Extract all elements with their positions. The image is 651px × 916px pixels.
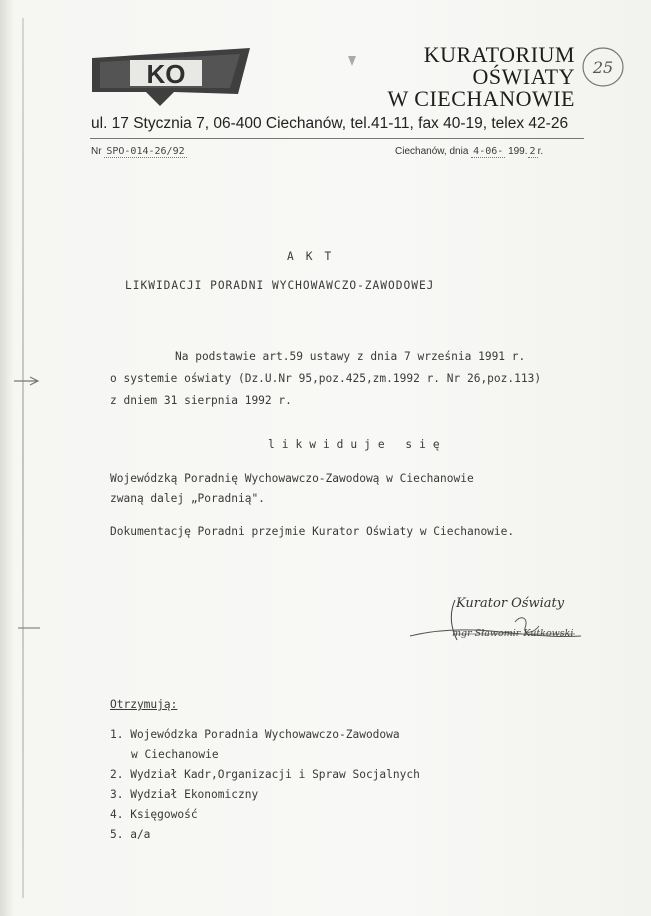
org-line-1: KURATORIUM (423, 42, 575, 67)
ink-mark (342, 50, 362, 70)
reference-number (91, 146, 187, 157)
punch-hole-mark (12, 375, 42, 387)
date-year-prefix: 199. (508, 146, 528, 157)
paragraph-line: Na podstawie art.59 ustawy z dnia 7 września 1991 r. (175, 350, 526, 363)
date-value: 4-06- (473, 146, 504, 157)
address-line: ul. 17 Stycznia 7, 06-400 Ciechanów, tel.41-11, fax 40-19, telex 42-26 (91, 115, 569, 132)
page-number: 25 (592, 58, 614, 77)
document-date (395, 146, 543, 157)
org-line-2: OŚWIATY (472, 64, 575, 89)
list-item: 5. a/a (110, 828, 151, 841)
logo-text: KO (146, 59, 186, 89)
header-divider (90, 138, 584, 139)
punch-hole-mark (12, 622, 42, 634)
paragraph-line: Wojewódzką Poradnię Wychowawczo-Zawodową w Ciechanowie (110, 472, 474, 485)
nr-value: SPO-014-26/92 (106, 146, 185, 157)
list-item: w Ciechanowie (131, 748, 219, 761)
signatory-name: mgr Sławomir Kutkowski (452, 628, 574, 639)
paragraph-line: Dokumentację Poradni przejmie Kurator Oświaty w Ciechanowie. (110, 525, 515, 538)
document-title: LIKWIDACJI PORADNI WYCHOWAWCZO-ZAWODOWEJ (125, 279, 435, 292)
list-item: 1. Wojewódzka Poradnia Wychowawczo-Zawodowa (110, 728, 400, 741)
list-item: 3. Wydział Ekonomiczny (110, 788, 259, 801)
date-label: Ciechanów, dnia (395, 146, 469, 157)
list-item: 4. Księgowość (110, 808, 198, 821)
list-item: 2. Wydział Kadr,Organizacji i Spraw Socjalnych (110, 768, 420, 781)
binder-line (22, 18, 24, 898)
org-line-3: W CIECHANOWIE (387, 86, 575, 111)
signatory-title: Kurator Oświaty (456, 596, 565, 611)
paragraph-line: zwaną dalej „Poradnią". (110, 492, 265, 505)
paragraph-line: o systemie oświaty (Dz.U.Nr 95,poz.425,zm.1992 r. Nr 26,poz.113) (110, 372, 542, 385)
date-year-digit: 2 (529, 146, 536, 157)
paragraph-line: z dniem 31 sierpnia 1992 r. (110, 394, 292, 407)
recipients-list (110, 728, 420, 848)
organization-name (387, 44, 575, 110)
recipients-heading: Otrzymują: (110, 698, 178, 711)
ko-logo (90, 46, 252, 108)
document-type: AKT (287, 250, 344, 263)
decision-heading: likwiduje się (268, 438, 447, 451)
page-number-circle (580, 44, 626, 90)
nr-label: Nr (91, 146, 102, 157)
date-suffix: r. (537, 146, 544, 157)
